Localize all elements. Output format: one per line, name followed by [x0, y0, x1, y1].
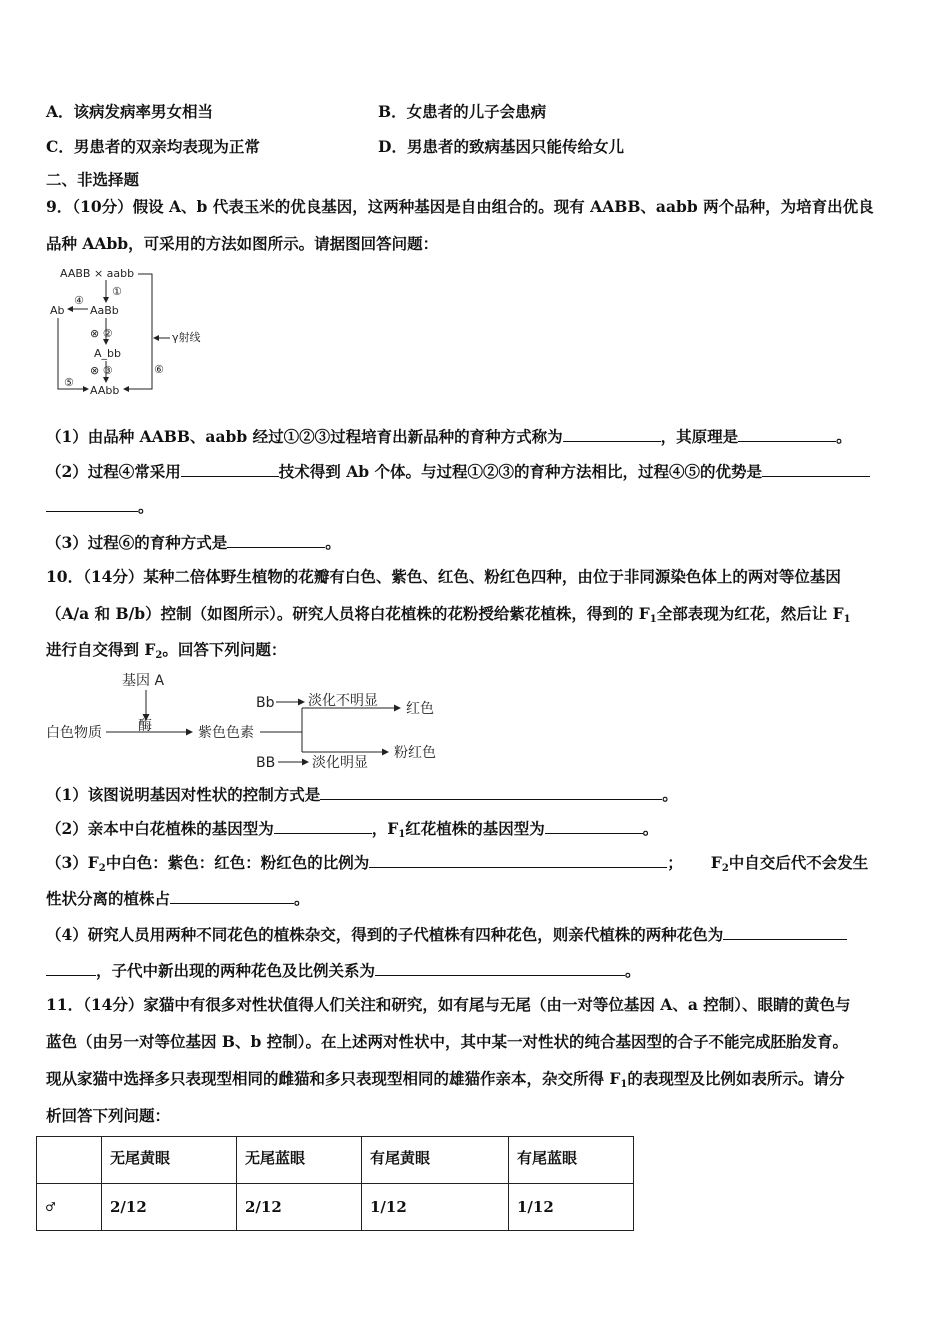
table-header-cell: 无尾蓝眼: [237, 1137, 362, 1184]
q9-blank2[interactable]: [738, 426, 836, 442]
q9-step4: ④: [74, 294, 84, 307]
q10-part4-b: ，子代中新出现的两种花色及比例关系为: [96, 961, 376, 980]
q11-line4: 析回答下列问题：: [46, 1106, 171, 1125]
q11-line2: 蓝色（由另一对等位基因 B、b 控制）。在上述两对性状中，其中某一对性状的纯合基因型的合子不能完成胚胎发育。: [46, 1032, 848, 1051]
q11-sub: 1: [620, 1079, 628, 1090]
table-cell: ♂: [37, 1184, 102, 1231]
q10-part3-d: F: [710, 853, 722, 872]
q10-line1: 10．（14分）某种二倍体野生植物的花瓣有白色、紫色、红色、粉红色四种，由位于非同源染色体上的两对等位基因: [46, 567, 841, 586]
q10-part4-c: 。: [625, 961, 641, 980]
table-header-cell: 无尾黄眼: [102, 1137, 237, 1184]
q10-blank1[interactable]: [320, 784, 662, 800]
q10-part4-a: （4）研究人员用两种不同花色的植株杂交，得到的子代植株有四种花色，则亲代植株的两种花色为: [46, 925, 724, 944]
q11-line3-a: 现从家猫中选择多只表现型相同的雌猫和多只表现型相同的雄猫作亲本，杂交所得 F: [46, 1069, 621, 1088]
q10-bb-het: Bb: [256, 695, 275, 711]
q10-blank4[interactable]: [369, 852, 667, 868]
q10-blank6[interactable]: [723, 924, 847, 940]
table-cell: 2/12: [102, 1184, 237, 1231]
q10-line3-b: 。回答下列问题：: [162, 640, 287, 659]
q10-sub: 2: [721, 863, 729, 874]
q11-line1: 11．（14分）家猫中有很多对性状值得人们关注和研究，如有尾与无尾（由一对等位基因 A、a 控制）、眼睛的黄色与: [46, 995, 851, 1014]
q10-line2: [46, 604, 851, 630]
q10-sub: 1: [649, 614, 657, 625]
q9-step2: ⊗ ②: [90, 327, 113, 340]
q10-sub: 2: [98, 863, 106, 874]
table-cell: 1/12: [509, 1184, 634, 1231]
q10-part3-b: 中白色：紫色：红色：粉红色的比例为: [105, 853, 370, 872]
q9-result: AAbb: [90, 384, 120, 397]
q9-f1: AaBb: [90, 304, 119, 317]
q9-part2-cont: [46, 496, 154, 517]
q10-part2-d: 。: [642, 819, 659, 838]
q9-step5: ⑤: [64, 376, 74, 389]
q10-white: 白色物质: [46, 725, 102, 741]
table-header-cell: 有尾黄眼: [362, 1137, 509, 1184]
q10-enzyme: 酶: [138, 718, 152, 734]
q11-line3-b: 的表现型及比例如表所示。请分: [627, 1069, 845, 1088]
q10-sub: 1: [398, 829, 406, 840]
q9-step1: ①: [112, 285, 122, 298]
q10-part3-g: 。: [294, 889, 310, 908]
section-title: 二、非选择题: [46, 170, 140, 189]
table-header-row: [37, 1137, 634, 1184]
q10-light-strong: 淡化明显: [312, 755, 368, 771]
q9-part2-b: 技术得到 Ab 个体。与过程①②③的育种方法相比，过程④⑤的优势是: [278, 462, 762, 481]
q10-part3: [46, 852, 868, 879]
q10-purple: 紫色色素: [198, 725, 254, 741]
q10-part3-cont: [46, 888, 310, 909]
q10-part1-b: 。: [662, 785, 678, 804]
q10-bb-hom: BB: [256, 755, 276, 771]
q9-part1-b: ，其原理是: [660, 427, 739, 446]
q9-parents: AABB × aabb: [60, 267, 135, 280]
q10-blank3[interactable]: [545, 818, 643, 834]
q9-part1: [46, 426, 852, 447]
q9-breeding-diagram: [46, 262, 246, 402]
q9-blank5[interactable]: [227, 532, 325, 548]
q10-line2-b: 全部表现为红花，然后让 F: [656, 604, 844, 623]
table-row: [37, 1184, 634, 1231]
q10-pathway-diagram: [46, 668, 456, 774]
q10-part3-f: 性状分离的植株占: [46, 889, 171, 908]
q9-part2-a: （2）过程④常采用: [46, 462, 181, 481]
table-header-cell: [37, 1137, 102, 1184]
q9-part2: [46, 461, 870, 482]
q10-part2-a: （2）亲本中白花植株的基因型为: [46, 819, 274, 838]
q9-part1-a: （1）由品种 AABB、aabb 经过①②③过程培育出新品种的育种方式称为: [46, 427, 563, 446]
q9-part3: [46, 532, 341, 553]
q10-pink: 粉红色: [394, 745, 436, 761]
q10-sub: 1: [843, 614, 851, 625]
q9-blank4[interactable]: [762, 461, 870, 477]
q10-blank5[interactable]: [170, 888, 294, 904]
q10-part2-b: ，F: [371, 819, 399, 838]
q10-gene-a: 基因 A: [122, 673, 165, 689]
q9-step6: ⑥: [154, 363, 164, 376]
q10-part3-e: 中自交后代不会发生: [728, 853, 869, 872]
q10-part4: [46, 924, 847, 945]
q9-blank1[interactable]: [563, 426, 661, 442]
q10-part3-c: ；: [667, 853, 683, 872]
q9-blank3[interactable]: [181, 461, 279, 477]
option-c: C．男患者的双亲均表现为正常: [46, 137, 260, 156]
option-d: D．男患者的致病基因只能传给女儿: [378, 137, 624, 156]
q9-line1: 9．（10分）假设 A、b 代表玉米的优良基因，这两种基因是自由组合的。现有 AABB、aabb 两个品种，为培育出优良: [46, 197, 874, 216]
q10-blank6-cont[interactable]: [46, 960, 96, 976]
q11-line3: [46, 1069, 844, 1095]
table-cell: 1/12: [362, 1184, 509, 1231]
q9-part3-b: 。: [325, 533, 341, 552]
q10-line3: [46, 640, 286, 666]
q9-ab: Ab: [50, 304, 65, 317]
q9-a-bb: A_bb: [94, 347, 121, 360]
q10-part1-a: （1）该图说明基因对性状的控制方式是: [46, 785, 321, 804]
q10-part2: [46, 818, 658, 845]
q10-part2-c: 红花植株的基因型为: [405, 819, 545, 838]
q9-blank4-cont[interactable]: [46, 496, 138, 512]
q9-step3: ⊗ ③: [90, 364, 113, 377]
q9-line2: 品种 AAbb，可采用的方法如图所示。请据图回答问题：: [46, 234, 439, 253]
q9-part2-c: 。: [138, 497, 154, 516]
q10-light-weak: 淡化不明显: [308, 693, 378, 709]
option-a: A．该病发病率男女相当: [46, 102, 214, 121]
q10-part3-a: （3）F: [46, 853, 99, 872]
table-header-cell: 有尾蓝眼: [509, 1137, 634, 1184]
q10-blank7[interactable]: [375, 960, 625, 976]
q9-ray: γ射线: [172, 331, 201, 344]
q9-part3-a: （3）过程⑥的育种方式是: [46, 533, 228, 552]
q10-sub: 2: [155, 650, 163, 661]
q10-line2-a: （A/a 和 B/b）控制（如图所示）。研究人员将白花植株的花粉授给紫花植株，得到的 F: [46, 604, 650, 623]
table-cell: 2/12: [237, 1184, 362, 1231]
q10-part1: [46, 784, 678, 805]
q10-line3-a: 进行自交得到 F: [46, 640, 156, 659]
q9-part1-c: 。: [836, 427, 852, 446]
option-b: B．女患者的儿子会患病: [378, 102, 547, 121]
q10-red: 红色: [406, 701, 434, 717]
q10-part4-cont: [46, 960, 641, 981]
q11-result-table: [36, 1136, 634, 1231]
q10-blank2[interactable]: [274, 818, 372, 834]
